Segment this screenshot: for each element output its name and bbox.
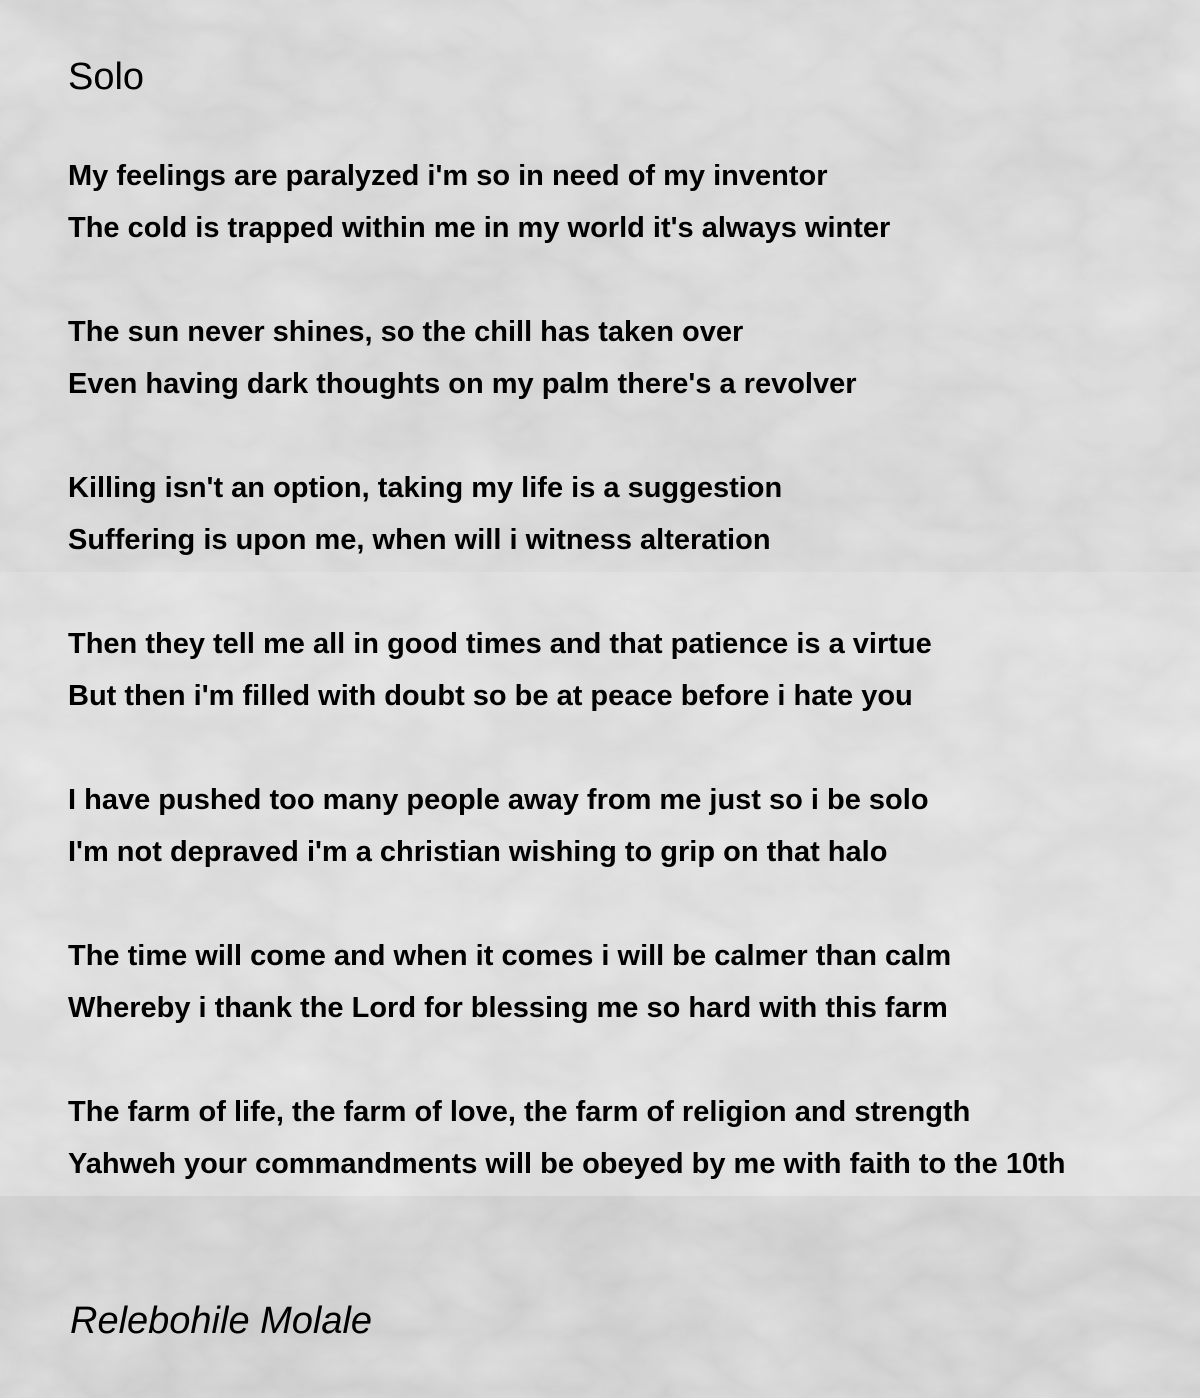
poem-stanza	[68, 930, 1198, 1034]
poem-stanza	[68, 462, 1198, 566]
poem-line: Yahweh your commandments will be obeyed by me with faith to the 10th	[68, 1148, 1066, 1180]
poem-line: Killing isn't an option, taking my life is a suggestion	[68, 472, 783, 504]
poem-line: The sun never shines, so the chill has taken over	[68, 316, 744, 348]
poem-stanza	[68, 1086, 1198, 1190]
poem-line: I'm not depraved i'm a christian wishing to grip on that halo	[68, 836, 888, 868]
poem-author: Relebohile Molale	[70, 1300, 373, 1342]
poem-stanza	[68, 774, 1198, 878]
poem-stanza	[68, 618, 1198, 722]
poem-line: The cold is trapped within me in my world it's always winter	[68, 212, 891, 244]
poem-line: The time will come and when it comes i will be calmer than calm	[68, 940, 952, 972]
poem-line: Whereby i thank the Lord for blessing me so hard with this farm	[68, 992, 948, 1024]
poem-body	[68, 150, 1198, 1242]
poem-line: Then they tell me all in good times and that patience is a virtue	[68, 628, 932, 660]
poem-line: The farm of life, the farm of love, the farm of religion and strength	[68, 1096, 971, 1128]
poem-line: Even having dark thoughts on my palm there's a revolver	[68, 368, 857, 400]
poem-line: Suffering is upon me, when will i witness alteration	[68, 524, 771, 556]
poem-stanza	[68, 306, 1198, 410]
poem-line: But then i'm filled with doubt so be at peace before i hate you	[68, 680, 913, 712]
poem-stanza	[68, 150, 1198, 254]
poem-line: I have pushed too many people away from me just so i be solo	[68, 784, 929, 816]
poem-line: My feelings are paralyzed i'm so in need of my inventor	[68, 160, 828, 192]
poem-title: Solo	[68, 56, 145, 98]
